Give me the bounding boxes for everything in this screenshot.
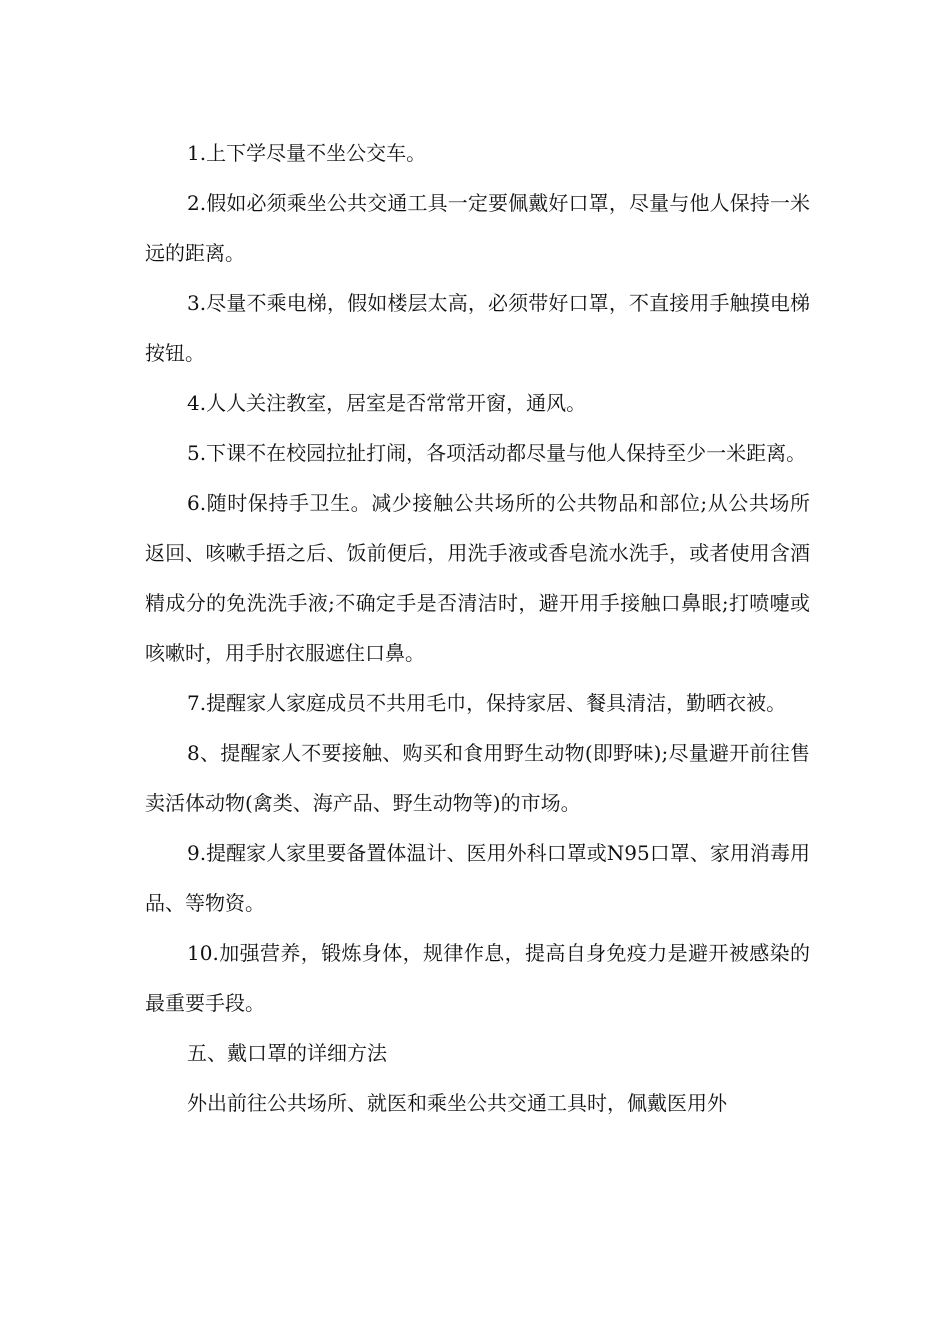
document-page <box>145 128 810 1128</box>
paragraph-9: 9.提醒家人家里要备置体温计、医用外科口罩或N95口罩、家用消毒用品、等物资。 <box>145 841 810 915</box>
paragraph-11: 外出前往公共场所、就医和乘坐公共交通工具时，佩戴医用外 <box>187 1091 727 1115</box>
paragraph-8: 8、提醒家人不要接触、购买和食用野生动物(即野味);尽量避开前往售卖活体动物(禽类、海产品、野生动物等)的市场。 <box>145 741 810 815</box>
section-heading: 五、戴口罩的详细方法 <box>187 1041 387 1065</box>
paragraph-7: 7.提醒家人家庭成员不共用毛巾，保持家居、餐具清洁，勤晒衣被。 <box>187 691 787 715</box>
paragraph-2: 2.假如必须乘坐公共交通工具一定要佩戴好口罩，尽量与他人保持一米远的距离。 <box>145 191 810 265</box>
paragraph-4: 4.人人关注教室，居室是否常常开窗，通风。 <box>187 391 587 415</box>
paragraph-1: 1.上下学尽量不坐公交车。 <box>187 141 427 165</box>
paragraph-10: 10.加强营养，锻炼身体，规律作息，提高自身免疫力是避开被感染的最重要手段。 <box>145 941 810 1015</box>
paragraph-6: 6.随时保持手卫生。减少接触公共场所的公共物品和部位;从公共场所返回、咳嗽手捂之后、饭前便后，用洗手液或香皂流水洗手，或者使用含酒精成分的免洗洗手液;不确定手是否清洁时，避开用手接触口鼻眼;打喷嚏或咳嗽时，用手肘衣服遮住口鼻。 <box>145 491 810 665</box>
paragraph-5: 5.下课不在校园拉扯打闹，各项活动都尽量与他人保持至少一米距离。 <box>187 441 807 465</box>
paragraph-3: 3.尽量不乘电梯，假如楼层太高，必须带好口罩，不直接用手触摸电梯按钮。 <box>145 291 810 365</box>
